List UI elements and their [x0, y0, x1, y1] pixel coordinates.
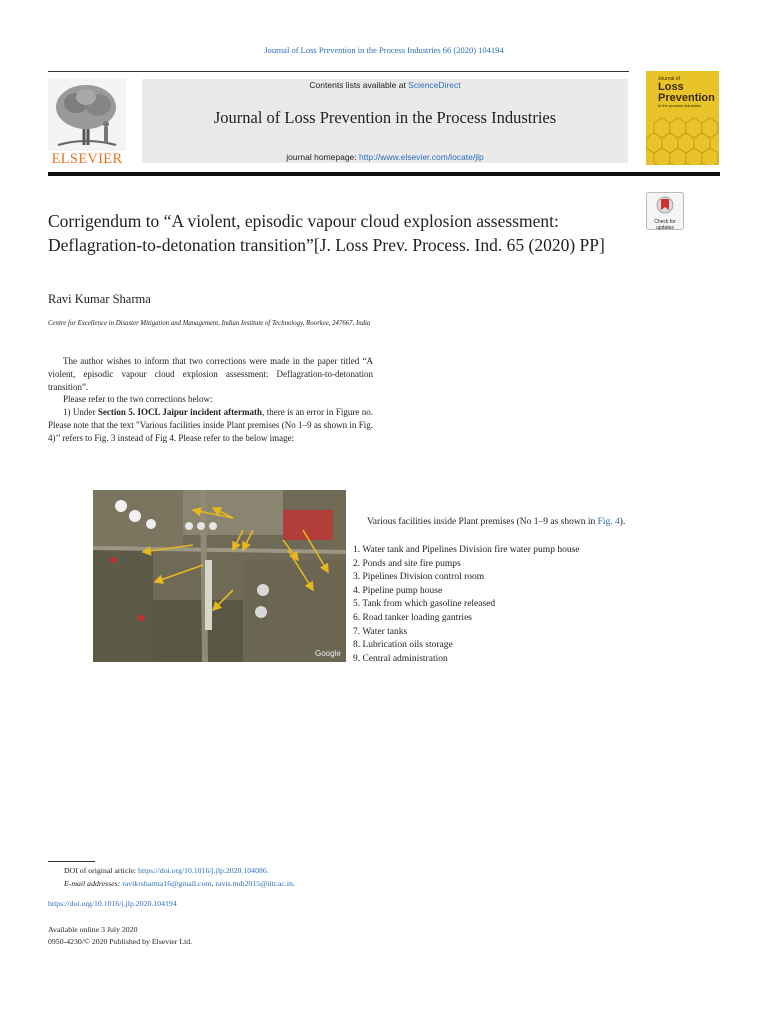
fig-4-link[interactable]: Fig. 4: [597, 517, 620, 527]
list-item: 8. Lubrication oils storage: [353, 640, 453, 651]
article-doi-link[interactable]: https://doi.org/10.1016/j.jlp.2020.104194: [48, 899, 177, 908]
available-online: Available online 3 July 2020: [48, 925, 138, 934]
list-item: 3. Pipelines Division control room: [353, 572, 485, 583]
article-body: [48, 355, 373, 445]
facility-list: [353, 544, 579, 666]
list-item: 1. Water tank and Pipelines Division fire water pump house: [353, 545, 580, 555]
check-for-updates-label: Check for updates: [654, 219, 676, 231]
elsevier-logo: [48, 79, 126, 167]
list-item: 6. Road tanker loading gantries: [353, 612, 472, 623]
caption-prefix: Various facilities inside Plant premises (No 1–9 as shown in: [367, 517, 598, 527]
list-item: 2. Ponds and site fire pumps: [353, 558, 461, 569]
section-reference: Section 5. IOCL Jaipur incident aftermath: [97, 407, 263, 418]
list-item: 4. Pipeline pump house: [353, 585, 443, 596]
contents-line: [142, 80, 628, 90]
body-paragraph-2: Please refer to the two corrections below:: [63, 394, 213, 405]
homepage-prefix: journal homepage:: [286, 152, 360, 162]
cover-line-1: Journal of: [658, 76, 680, 82]
journal-citation[interactable]: Journal of Loss Prevention in the Process Industries 66 (2020) 104194: [264, 45, 504, 55]
bookmark-icon: [647, 193, 683, 215]
email-link-1[interactable]: ravikrsharma16@gmail.com: [122, 879, 212, 888]
homepage-link[interactable]: http://www.elsevier.com/locate/jlp: [359, 152, 484, 162]
para3-prefix: 1) Under: [63, 407, 98, 418]
author-name[interactable]: Ravi Kumar Sharma: [48, 292, 151, 306]
journal-homepage: [142, 152, 628, 162]
cover-line-2: Loss: [658, 81, 684, 93]
doi-original-link[interactable]: https://doi.org/10.1016/j.jlp.2020.104086.: [138, 866, 269, 875]
body-paragraph-3: [48, 406, 373, 444]
footnote-rule: [48, 861, 95, 862]
author-affiliation: Centre for Excellence in Disaster Mitigation and Management, Indian Institute of Technology, Roorkee, 247667, India: [48, 320, 371, 327]
email-link-2[interactable]: ravis.mdt2015@iitr.ac.in: [215, 879, 293, 888]
email-separator: ,: [211, 879, 216, 888]
cover-line-4: in the process industries: [658, 103, 702, 108]
publisher-wordmark: ELSEVIER: [51, 151, 123, 167]
copyright-line: 0950-4230/© 2020 Published by Elsevier Ltd.: [48, 937, 193, 946]
contents-prefix: Contents lists available at: [309, 80, 409, 90]
list-item: 7. Water tanks: [353, 626, 408, 637]
list-item: 5. Tank from which gasoline released: [353, 599, 496, 610]
plant-aerial-image: [93, 490, 346, 662]
map-watermark: Google: [315, 649, 341, 658]
header-top-rule: [48, 71, 629, 72]
body-paragraph-1: The author wishes to inform that two corrections were made in the paper titled “A violent, episodic vapour cloud explosion assessment: Deflagration-to-detonation transition”.: [48, 356, 373, 392]
cover-line-3: Prevention: [658, 92, 715, 104]
para3-rest: , there is an error in Figure no. Please note that the text "Various facilities inside Plant premises (No 1–9 as shown in Fig. 4)’’ refers to Fig. 3 instead of Fig 4. Please refer to the below image:: [48, 407, 373, 443]
email-end: .: [292, 879, 295, 888]
list-item: 9. Central administration: [353, 653, 448, 664]
email-label: E-mail addresses:: [64, 879, 123, 888]
journal-name: Journal of Loss Prevention in the Process Industries: [213, 108, 557, 127]
cover-title: [658, 77, 715, 108]
footnote-emails: [64, 879, 295, 888]
article-title: Corrigendum to “A violent, episodic vapour cloud explosion assessment: Deflagration-to-detonation transition”[J. Loss Prev. Process. Ind. 65 (2020) PP]: [48, 211, 605, 255]
figure-caption: [367, 517, 625, 527]
doi-original-label: DOI of original article:: [64, 866, 139, 875]
sciencedirect-link[interactable]: ScienceDirect: [408, 80, 461, 90]
journal-cover[interactable]: [646, 71, 719, 165]
caption-suffix: ).: [619, 517, 626, 527]
aerial-map: [93, 490, 346, 662]
footnote-doi-original: [64, 866, 269, 875]
header-bottom-rule: [48, 172, 720, 176]
check-for-updates-button[interactable]: [646, 192, 684, 230]
